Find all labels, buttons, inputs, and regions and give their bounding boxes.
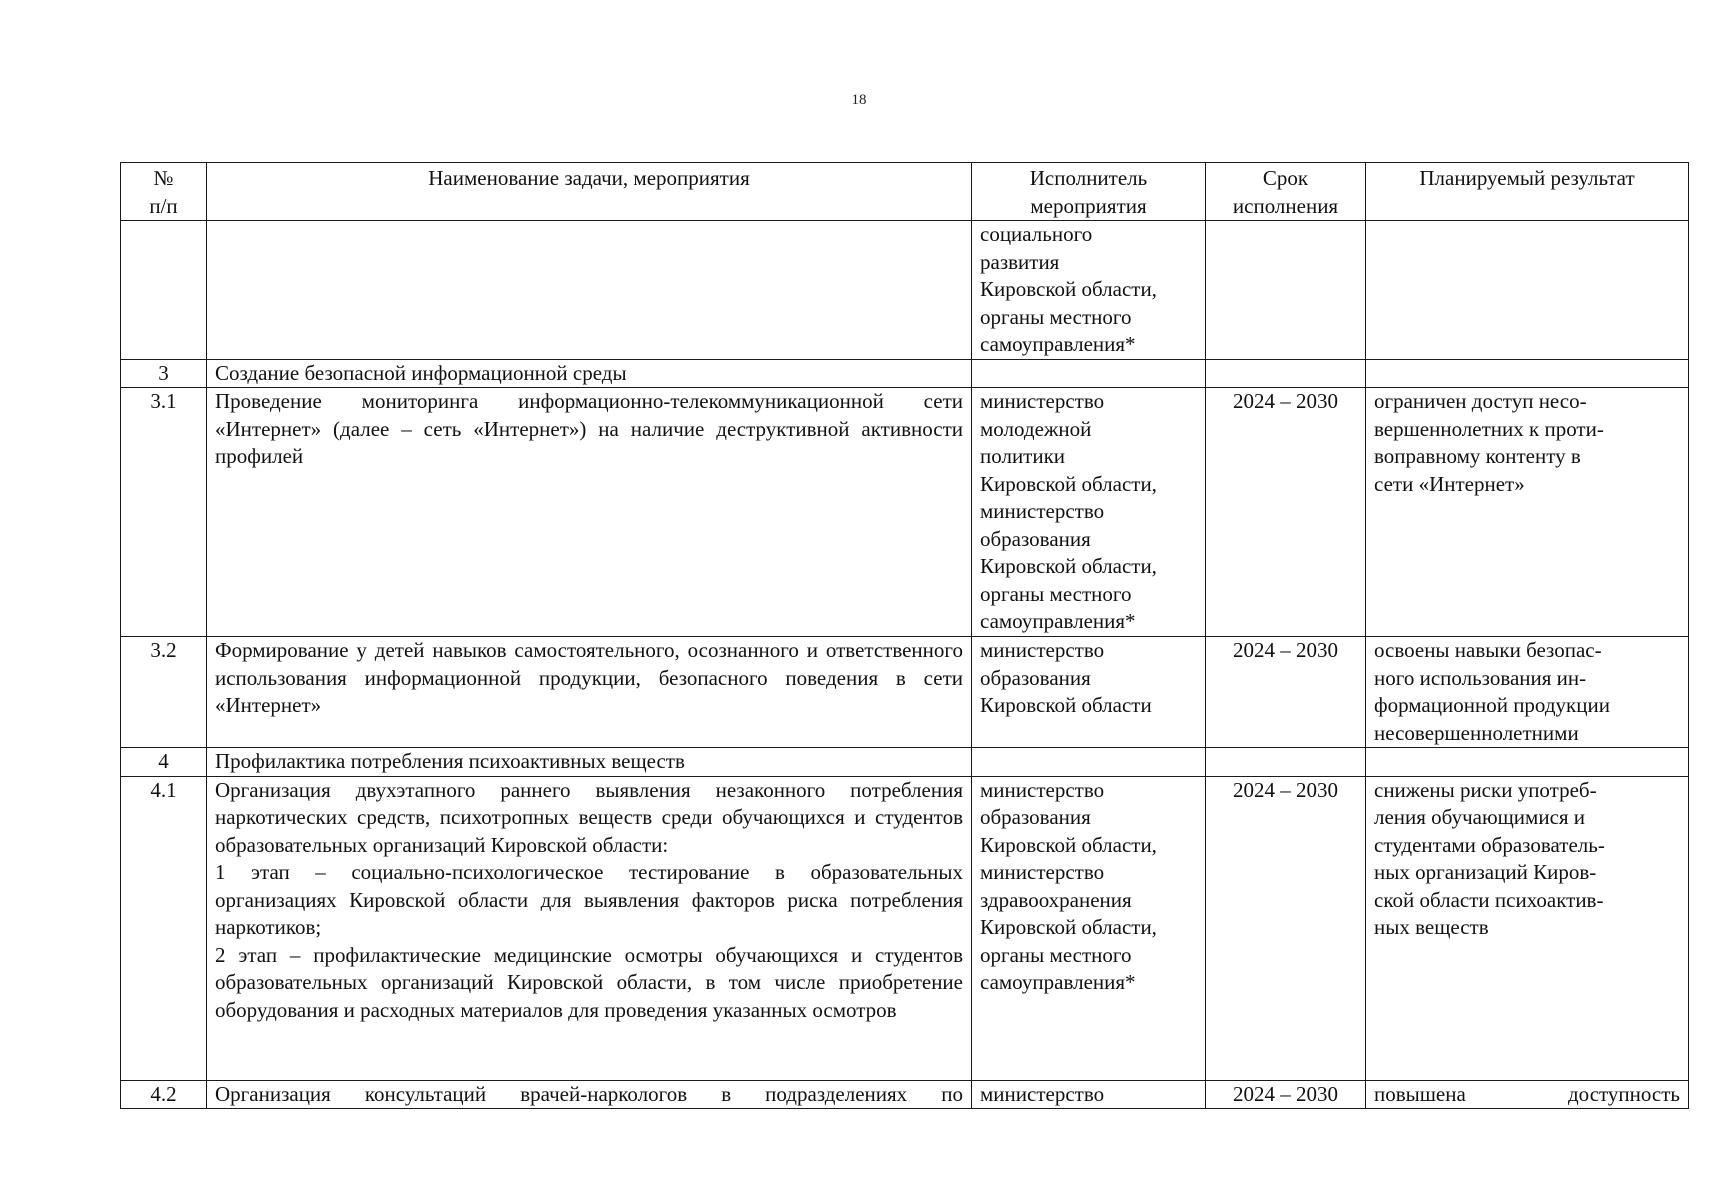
cell-executor bbox=[972, 359, 1206, 388]
cell-result: повышена доступность bbox=[1366, 1080, 1689, 1109]
cell-term: 2024 – 2030 bbox=[1206, 776, 1366, 1080]
cell-name bbox=[207, 221, 972, 360]
measures-table bbox=[120, 162, 1689, 1109]
cell-result bbox=[1366, 359, 1689, 388]
section-row bbox=[121, 748, 1689, 777]
cell-term: 2024 – 2030 bbox=[1206, 388, 1366, 637]
cell-num: 4.2 bbox=[121, 1080, 207, 1109]
cell-executor bbox=[972, 748, 1206, 777]
cell-result: снижены риски употреб- ления обучающимися и студентами образователь- ных организаций Киров- ской области психоактив- ных веществ bbox=[1366, 776, 1689, 1080]
cell-num bbox=[121, 221, 207, 360]
cell-executor: социального развития Кировской области, органы местного самоуправления* bbox=[972, 221, 1206, 360]
cell-term bbox=[1206, 221, 1366, 360]
cell-num: 4.1 bbox=[121, 776, 207, 1080]
cell-term bbox=[1206, 748, 1366, 777]
section-title: Профилактика потребления психоактивных веществ bbox=[207, 748, 972, 777]
table-row bbox=[121, 776, 1689, 1080]
header-name: Наименование задачи, мероприятия bbox=[207, 163, 972, 221]
section-row bbox=[121, 359, 1689, 388]
cell-executor: министерство образования Кировской области, министерство здравоохранения Кировской области, органы местного самоуправления* bbox=[972, 776, 1206, 1080]
section-title: Создание безопасной информационной среды bbox=[207, 359, 972, 388]
cell-name: Проведение мониторинга информационно-телекоммуникационной сети «Интернет» (далее – сеть «Интернет») на наличие деструктивной активности профилей bbox=[207, 388, 972, 637]
header-executor: Исполнитель мероприятия bbox=[972, 163, 1206, 221]
table-row bbox=[121, 221, 1689, 360]
cell-name: Организация двухэтапного раннего выявления незаконного потребления наркотических средств, психотропных веществ среди обучающихся и студентов образовательных организаций Кировской области: 1 этап – социально-психологическое тестирование в образовательных организациях Кировской области для выявления факторов риска потребления наркотиков; 2 этап – профилактические медицинские осмотры обучающихся и студентов образовательных организаций Кировской области, в том числе приобретение оборудования и расходных материалов для проведения указанных осмотров bbox=[207, 776, 972, 1080]
cell-term bbox=[1206, 359, 1366, 388]
cell-num: 3.1 bbox=[121, 388, 207, 637]
cell-result bbox=[1366, 748, 1689, 777]
cell-result: освоены навыки безопас- ного использования ин- формационной продукции несовершеннолетними bbox=[1366, 637, 1689, 748]
cell-executor: министерство молодежной политики Кировской области, министерство образования Кировской области, органы местного самоуправления* bbox=[972, 388, 1206, 637]
cell-num: 3 bbox=[121, 359, 207, 388]
cell-executor: министерство bbox=[972, 1080, 1206, 1109]
cell-result: ограничен доступ несо- вершеннолетних к проти- воправному контенту в сети «Интернет» bbox=[1366, 388, 1689, 637]
cell-num: 3.2 bbox=[121, 637, 207, 748]
table-header-row bbox=[121, 163, 1689, 221]
table-row bbox=[121, 388, 1689, 637]
header-term: Срок исполнения bbox=[1206, 163, 1366, 221]
table-row bbox=[121, 637, 1689, 748]
page-number: 18 bbox=[851, 92, 867, 108]
cell-term: 2024 – 2030 bbox=[1206, 1080, 1366, 1109]
cell-name: Формирование у детей навыков самостоятельного, осознанного и ответственного использования информационной продукции, безопасного поведения в сети «Интернет» bbox=[207, 637, 972, 748]
cell-executor: министерство образования Кировской области bbox=[972, 637, 1206, 748]
header-result: Планируемый результат bbox=[1366, 163, 1689, 221]
table-row bbox=[121, 1080, 1689, 1109]
cell-name: Организация консультаций врачей-наркологов в подразделениях по bbox=[207, 1080, 972, 1109]
header-num: № п/п bbox=[121, 163, 207, 221]
cell-num: 4 bbox=[121, 748, 207, 777]
cell-term: 2024 – 2030 bbox=[1206, 637, 1366, 748]
cell-result bbox=[1366, 221, 1689, 360]
